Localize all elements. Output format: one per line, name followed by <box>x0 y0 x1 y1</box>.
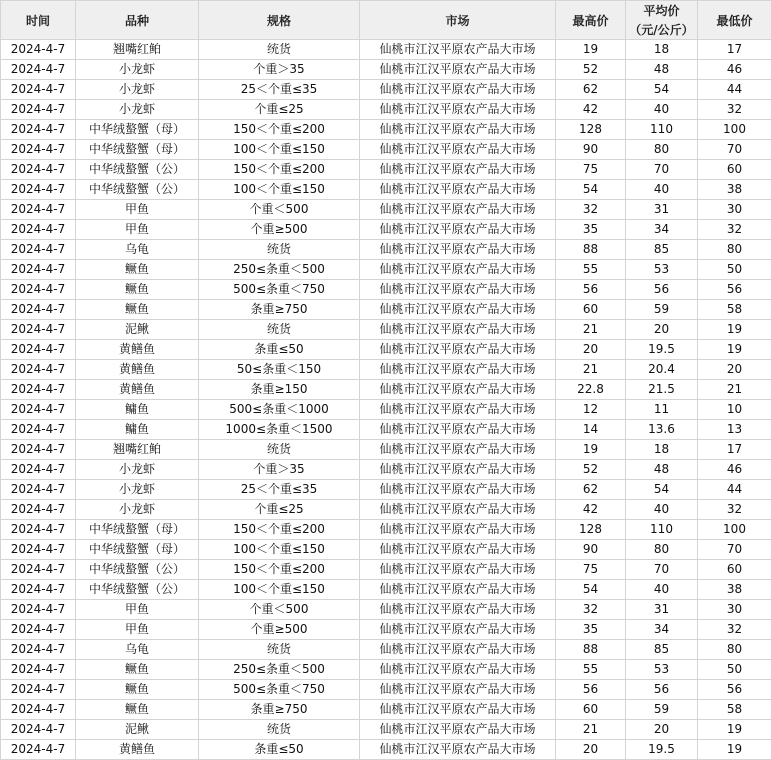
cell-max-price: 22.8 <box>556 380 626 400</box>
cell-date: 2024-4-7 <box>1 120 76 140</box>
cell-max-price: 14 <box>556 420 626 440</box>
cell-avg-price: 18 <box>626 40 698 60</box>
table-row <box>1 420 771 440</box>
cell-avg-price: 53 <box>626 260 698 280</box>
cell-spec: 个重≥500 <box>199 620 360 640</box>
table-row <box>1 60 771 80</box>
cell-max-price: 21 <box>556 360 626 380</box>
cell-date: 2024-4-7 <box>1 180 76 200</box>
cell-spec: 100＜个重≤150 <box>199 140 360 160</box>
cell-max-price: 42 <box>556 100 626 120</box>
cell-market: 仙桃市江汉平原农产品大市场 <box>360 200 556 220</box>
cell-spec: 条重≤50 <box>199 340 360 360</box>
cell-spec: 150＜个重≤200 <box>199 160 360 180</box>
cell-variety: 小龙虾 <box>76 500 199 520</box>
cell-min-price: 38 <box>698 580 771 600</box>
table-row <box>1 80 771 100</box>
cell-max-price: 60 <box>556 700 626 720</box>
cell-market: 仙桃市江汉平原农产品大市场 <box>360 480 556 500</box>
cell-date: 2024-4-7 <box>1 380 76 400</box>
cell-variety: 黄鳝鱼 <box>76 380 199 400</box>
cell-min-price: 58 <box>698 300 771 320</box>
cell-avg-price: 34 <box>626 620 698 640</box>
table-row <box>1 120 771 140</box>
cell-max-price: 54 <box>556 580 626 600</box>
cell-max-price: 75 <box>556 160 626 180</box>
cell-date: 2024-4-7 <box>1 440 76 460</box>
cell-date: 2024-4-7 <box>1 40 76 60</box>
table-row <box>1 580 771 600</box>
cell-date: 2024-4-7 <box>1 140 76 160</box>
cell-avg-price: 40 <box>626 500 698 520</box>
cell-avg-price: 110 <box>626 520 698 540</box>
cell-avg-price: 31 <box>626 600 698 620</box>
table-row <box>1 100 771 120</box>
table-row <box>1 680 771 700</box>
cell-max-price: 90 <box>556 540 626 560</box>
cell-max-price: 52 <box>556 460 626 480</box>
cell-variety: 鳜鱼 <box>76 700 199 720</box>
cell-market: 仙桃市江汉平原农产品大市场 <box>360 240 556 260</box>
cell-max-price: 56 <box>556 280 626 300</box>
cell-spec: 统货 <box>199 320 360 340</box>
cell-max-price: 60 <box>556 300 626 320</box>
cell-max-price: 19 <box>556 440 626 460</box>
cell-variety: 中华绒螯蟹（公） <box>76 160 199 180</box>
cell-variety: 泥鳅 <box>76 320 199 340</box>
cell-min-price: 46 <box>698 60 771 80</box>
cell-variety: 翘嘴红鲌 <box>76 440 199 460</box>
table-row <box>1 40 771 60</box>
cell-max-price: 56 <box>556 680 626 700</box>
cell-variety: 鳜鱼 <box>76 660 199 680</box>
cell-min-price: 56 <box>698 280 771 300</box>
table-row <box>1 540 771 560</box>
table-row <box>1 380 771 400</box>
table-row <box>1 560 771 580</box>
table-body <box>1 40 771 760</box>
cell-market: 仙桃市江汉平原农产品大市场 <box>360 100 556 120</box>
cell-spec: 100＜个重≤150 <box>199 580 360 600</box>
cell-min-price: 46 <box>698 460 771 480</box>
cell-min-price: 70 <box>698 140 771 160</box>
header-min-price: 最低价 <box>698 1 771 40</box>
cell-variety: 乌龟 <box>76 240 199 260</box>
cell-date: 2024-4-7 <box>1 540 76 560</box>
table-row <box>1 440 771 460</box>
cell-max-price: 35 <box>556 220 626 240</box>
table-row <box>1 180 771 200</box>
cell-avg-price: 54 <box>626 480 698 500</box>
cell-min-price: 13 <box>698 420 771 440</box>
cell-avg-price: 59 <box>626 300 698 320</box>
cell-spec: 统货 <box>199 640 360 660</box>
header-market: 市场 <box>360 1 556 40</box>
cell-max-price: 19 <box>556 40 626 60</box>
cell-market: 仙桃市江汉平原农产品大市场 <box>360 340 556 360</box>
cell-spec: 统货 <box>199 240 360 260</box>
cell-market: 仙桃市江汉平原农产品大市场 <box>360 600 556 620</box>
cell-date: 2024-4-7 <box>1 600 76 620</box>
cell-spec: 50≤条重＜150 <box>199 360 360 380</box>
cell-market: 仙桃市江汉平原农产品大市场 <box>360 700 556 720</box>
cell-avg-price: 56 <box>626 680 698 700</box>
cell-max-price: 35 <box>556 620 626 640</box>
cell-avg-price: 31 <box>626 200 698 220</box>
cell-variety: 小龙虾 <box>76 100 199 120</box>
cell-variety: 中华绒螯蟹（公） <box>76 580 199 600</box>
header-avg-label: 平均价 <box>643 4 680 18</box>
cell-date: 2024-4-7 <box>1 260 76 280</box>
cell-date: 2024-4-7 <box>1 500 76 520</box>
cell-spec: 统货 <box>199 720 360 740</box>
cell-market: 仙桃市江汉平原农产品大市场 <box>360 680 556 700</box>
cell-variety: 小龙虾 <box>76 60 199 80</box>
cell-avg-price: 59 <box>626 700 698 720</box>
header-max-price: 最高价 <box>556 1 626 40</box>
cell-avg-price: 70 <box>626 560 698 580</box>
table-row <box>1 200 771 220</box>
cell-spec: 个重＜500 <box>199 600 360 620</box>
cell-max-price: 55 <box>556 260 626 280</box>
table-row <box>1 340 771 360</box>
table-row <box>1 660 771 680</box>
cell-min-price: 10 <box>698 400 771 420</box>
table-row <box>1 640 771 660</box>
cell-spec: 150＜个重≤200 <box>199 560 360 580</box>
cell-avg-price: 85 <box>626 240 698 260</box>
cell-avg-price: 11 <box>626 400 698 420</box>
cell-avg-price: 20.4 <box>626 360 698 380</box>
cell-date: 2024-4-7 <box>1 200 76 220</box>
cell-date: 2024-4-7 <box>1 80 76 100</box>
cell-variety: 小龙虾 <box>76 460 199 480</box>
cell-market: 仙桃市江汉平原农产品大市场 <box>360 260 556 280</box>
cell-date: 2024-4-7 <box>1 320 76 340</box>
cell-avg-price: 53 <box>626 660 698 680</box>
cell-avg-price: 48 <box>626 460 698 480</box>
cell-variety: 中华绒螯蟹（公） <box>76 180 199 200</box>
cell-market: 仙桃市江汉平原农产品大市场 <box>360 140 556 160</box>
cell-max-price: 88 <box>556 640 626 660</box>
cell-market: 仙桃市江汉平原农产品大市场 <box>360 40 556 60</box>
cell-variety: 鳙鱼 <box>76 420 199 440</box>
cell-date: 2024-4-7 <box>1 680 76 700</box>
cell-avg-price: 40 <box>626 100 698 120</box>
cell-max-price: 62 <box>556 80 626 100</box>
cell-market: 仙桃市江汉平原农产品大市场 <box>360 520 556 540</box>
table-row <box>1 140 771 160</box>
cell-date: 2024-4-7 <box>1 560 76 580</box>
cell-spec: 150＜个重≤200 <box>199 520 360 540</box>
cell-date: 2024-4-7 <box>1 60 76 80</box>
header-time: 时间 <box>1 1 76 40</box>
table-row <box>1 360 771 380</box>
cell-variety: 甲鱼 <box>76 600 199 620</box>
cell-max-price: 128 <box>556 120 626 140</box>
cell-min-price: 50 <box>698 660 771 680</box>
cell-date: 2024-4-7 <box>1 300 76 320</box>
header-spec: 规格 <box>199 1 360 40</box>
cell-min-price: 100 <box>698 120 771 140</box>
cell-market: 仙桃市江汉平原农产品大市场 <box>360 440 556 460</box>
cell-max-price: 20 <box>556 340 626 360</box>
cell-min-price: 19 <box>698 720 771 740</box>
table-row <box>1 500 771 520</box>
cell-date: 2024-4-7 <box>1 400 76 420</box>
cell-variety: 中华绒螯蟹（公） <box>76 560 199 580</box>
cell-variety: 中华绒螯蟹（母） <box>76 140 199 160</box>
cell-market: 仙桃市江汉平原农产品大市场 <box>360 300 556 320</box>
cell-avg-price: 40 <box>626 580 698 600</box>
cell-date: 2024-4-7 <box>1 740 76 760</box>
cell-market: 仙桃市江汉平原农产品大市场 <box>360 60 556 80</box>
cell-min-price: 44 <box>698 480 771 500</box>
cell-date: 2024-4-7 <box>1 480 76 500</box>
cell-spec: 条重≥150 <box>199 380 360 400</box>
cell-min-price: 38 <box>698 180 771 200</box>
cell-market: 仙桃市江汉平原农产品大市场 <box>360 720 556 740</box>
table-row <box>1 400 771 420</box>
cell-variety: 黄鳝鱼 <box>76 340 199 360</box>
cell-max-price: 128 <box>556 520 626 540</box>
table-row <box>1 320 771 340</box>
cell-avg-price: 20 <box>626 720 698 740</box>
cell-max-price: 90 <box>556 140 626 160</box>
cell-min-price: 19 <box>698 340 771 360</box>
cell-avg-price: 80 <box>626 140 698 160</box>
cell-spec: 250≤条重＜500 <box>199 660 360 680</box>
cell-market: 仙桃市江汉平原农产品大市场 <box>360 280 556 300</box>
cell-date: 2024-4-7 <box>1 580 76 600</box>
cell-date: 2024-4-7 <box>1 420 76 440</box>
cell-spec: 条重≥750 <box>199 300 360 320</box>
cell-max-price: 32 <box>556 600 626 620</box>
cell-max-price: 20 <box>556 740 626 760</box>
cell-variety: 翘嘴红鲌 <box>76 40 199 60</box>
cell-market: 仙桃市江汉平原农产品大市场 <box>360 160 556 180</box>
cell-avg-price: 13.6 <box>626 420 698 440</box>
cell-variety: 中华绒螯蟹（母） <box>76 540 199 560</box>
cell-market: 仙桃市江汉平原农产品大市场 <box>360 80 556 100</box>
cell-date: 2024-4-7 <box>1 100 76 120</box>
cell-avg-price: 80 <box>626 540 698 560</box>
cell-min-price: 21 <box>698 380 771 400</box>
cell-variety: 鳜鱼 <box>76 260 199 280</box>
table-row <box>1 300 771 320</box>
table-row <box>1 220 771 240</box>
cell-market: 仙桃市江汉平原农产品大市场 <box>360 640 556 660</box>
header-variety: 品种 <box>76 1 199 40</box>
cell-market: 仙桃市江汉平原农产品大市场 <box>360 180 556 200</box>
cell-variety: 黄鳝鱼 <box>76 740 199 760</box>
cell-spec: 个重≤25 <box>199 100 360 120</box>
table-row <box>1 620 771 640</box>
cell-variety: 中华绒螯蟹（母） <box>76 520 199 540</box>
table-row <box>1 740 771 760</box>
cell-variety: 泥鳅 <box>76 720 199 740</box>
cell-date: 2024-4-7 <box>1 360 76 380</box>
table-row <box>1 460 771 480</box>
cell-variety: 甲鱼 <box>76 220 199 240</box>
table-row <box>1 480 771 500</box>
cell-max-price: 88 <box>556 240 626 260</box>
cell-spec: 个重＜500 <box>199 200 360 220</box>
cell-avg-price: 20 <box>626 320 698 340</box>
cell-min-price: 100 <box>698 520 771 540</box>
cell-spec: 条重≥750 <box>199 700 360 720</box>
cell-date: 2024-4-7 <box>1 280 76 300</box>
cell-variety: 鳜鱼 <box>76 280 199 300</box>
cell-min-price: 17 <box>698 440 771 460</box>
table-row <box>1 160 771 180</box>
cell-variety: 乌龟 <box>76 640 199 660</box>
cell-avg-price: 40 <box>626 180 698 200</box>
cell-min-price: 30 <box>698 600 771 620</box>
cell-spec: 统货 <box>199 40 360 60</box>
table-row <box>1 600 771 620</box>
cell-min-price: 32 <box>698 220 771 240</box>
cell-spec: 个重＞35 <box>199 460 360 480</box>
cell-max-price: 32 <box>556 200 626 220</box>
cell-min-price: 60 <box>698 560 771 580</box>
cell-spec: 500≤条重＜750 <box>199 280 360 300</box>
cell-spec: 1000≤条重＜1500 <box>199 420 360 440</box>
cell-max-price: 12 <box>556 400 626 420</box>
cell-date: 2024-4-7 <box>1 520 76 540</box>
table-row <box>1 260 771 280</box>
cell-market: 仙桃市江汉平原农产品大市场 <box>360 400 556 420</box>
table-row <box>1 280 771 300</box>
cell-max-price: 52 <box>556 60 626 80</box>
cell-min-price: 32 <box>698 620 771 640</box>
cell-max-price: 54 <box>556 180 626 200</box>
cell-spec: 条重≤50 <box>199 740 360 760</box>
cell-market: 仙桃市江汉平原农产品大市场 <box>360 120 556 140</box>
cell-max-price: 21 <box>556 320 626 340</box>
cell-variety: 甲鱼 <box>76 200 199 220</box>
table-row <box>1 240 771 260</box>
cell-min-price: 70 <box>698 540 771 560</box>
cell-market: 仙桃市江汉平原农产品大市场 <box>360 380 556 400</box>
cell-market: 仙桃市江汉平原农产品大市场 <box>360 500 556 520</box>
cell-market: 仙桃市江汉平原农产品大市场 <box>360 360 556 380</box>
cell-max-price: 62 <box>556 480 626 500</box>
cell-spec: 500≤条重＜750 <box>199 680 360 700</box>
cell-max-price: 55 <box>556 660 626 680</box>
cell-market: 仙桃市江汉平原农产品大市场 <box>360 660 556 680</box>
cell-date: 2024-4-7 <box>1 660 76 680</box>
cell-spec: 个重≥500 <box>199 220 360 240</box>
table-row <box>1 720 771 740</box>
cell-min-price: 80 <box>698 240 771 260</box>
cell-spec: 个重＞35 <box>199 60 360 80</box>
cell-variety: 小龙虾 <box>76 480 199 500</box>
cell-spec: 250≤条重＜500 <box>199 260 360 280</box>
cell-date: 2024-4-7 <box>1 620 76 640</box>
cell-spec: 100＜个重≤150 <box>199 180 360 200</box>
cell-min-price: 19 <box>698 320 771 340</box>
cell-market: 仙桃市江汉平原农产品大市场 <box>360 460 556 480</box>
cell-market: 仙桃市江汉平原农产品大市场 <box>360 620 556 640</box>
cell-date: 2024-4-7 <box>1 240 76 260</box>
cell-date: 2024-4-7 <box>1 460 76 480</box>
cell-avg-price: 19.5 <box>626 340 698 360</box>
cell-max-price: 21 <box>556 720 626 740</box>
cell-avg-price: 19.5 <box>626 740 698 760</box>
cell-market: 仙桃市江汉平原农产品大市场 <box>360 540 556 560</box>
cell-spec: 100＜个重≤150 <box>199 540 360 560</box>
cell-variety: 鳜鱼 <box>76 300 199 320</box>
cell-spec: 25＜个重≤35 <box>199 80 360 100</box>
cell-date: 2024-4-7 <box>1 720 76 740</box>
cell-avg-price: 110 <box>626 120 698 140</box>
cell-max-price: 75 <box>556 560 626 580</box>
cell-date: 2024-4-7 <box>1 640 76 660</box>
cell-market: 仙桃市江汉平原农产品大市场 <box>360 320 556 340</box>
cell-avg-price: 54 <box>626 80 698 100</box>
cell-min-price: 19 <box>698 740 771 760</box>
cell-spec: 25＜个重≤35 <box>199 480 360 500</box>
table-row <box>1 520 771 540</box>
cell-spec: 150＜个重≤200 <box>199 120 360 140</box>
cell-variety: 中华绒螯蟹（母） <box>76 120 199 140</box>
cell-date: 2024-4-7 <box>1 220 76 240</box>
cell-variety: 甲鱼 <box>76 620 199 640</box>
cell-date: 2024-4-7 <box>1 700 76 720</box>
cell-spec: 个重≤25 <box>199 500 360 520</box>
cell-variety: 黄鳝鱼 <box>76 360 199 380</box>
cell-date: 2024-4-7 <box>1 340 76 360</box>
cell-min-price: 44 <box>698 80 771 100</box>
cell-avg-price: 56 <box>626 280 698 300</box>
cell-avg-price: 18 <box>626 440 698 460</box>
cell-min-price: 60 <box>698 160 771 180</box>
cell-min-price: 30 <box>698 200 771 220</box>
cell-avg-price: 21.5 <box>626 380 698 400</box>
header-unit: （元/公斤） <box>629 23 694 37</box>
cell-max-price: 42 <box>556 500 626 520</box>
table-row <box>1 700 771 720</box>
table-header-row <box>1 1 771 40</box>
cell-min-price: 50 <box>698 260 771 280</box>
cell-min-price: 17 <box>698 40 771 60</box>
cell-avg-price: 85 <box>626 640 698 660</box>
cell-avg-price: 70 <box>626 160 698 180</box>
cell-market: 仙桃市江汉平原农产品大市场 <box>360 740 556 760</box>
cell-variety: 鳙鱼 <box>76 400 199 420</box>
cell-market: 仙桃市江汉平原农产品大市场 <box>360 420 556 440</box>
cell-min-price: 32 <box>698 500 771 520</box>
cell-min-price: 80 <box>698 640 771 660</box>
cell-variety: 小龙虾 <box>76 80 199 100</box>
cell-min-price: 32 <box>698 100 771 120</box>
cell-min-price: 20 <box>698 360 771 380</box>
cell-date: 2024-4-7 <box>1 160 76 180</box>
cell-spec: 500≤条重＜1000 <box>199 400 360 420</box>
cell-variety: 鳜鱼 <box>76 680 199 700</box>
cell-avg-price: 48 <box>626 60 698 80</box>
cell-market: 仙桃市江汉平原农产品大市场 <box>360 580 556 600</box>
header-avg-price <box>626 1 698 40</box>
cell-spec: 统货 <box>199 440 360 460</box>
cell-market: 仙桃市江汉平原农产品大市场 <box>360 560 556 580</box>
cell-min-price: 56 <box>698 680 771 700</box>
cell-avg-price: 34 <box>626 220 698 240</box>
cell-min-price: 58 <box>698 700 771 720</box>
cell-market: 仙桃市江汉平原农产品大市场 <box>360 220 556 240</box>
